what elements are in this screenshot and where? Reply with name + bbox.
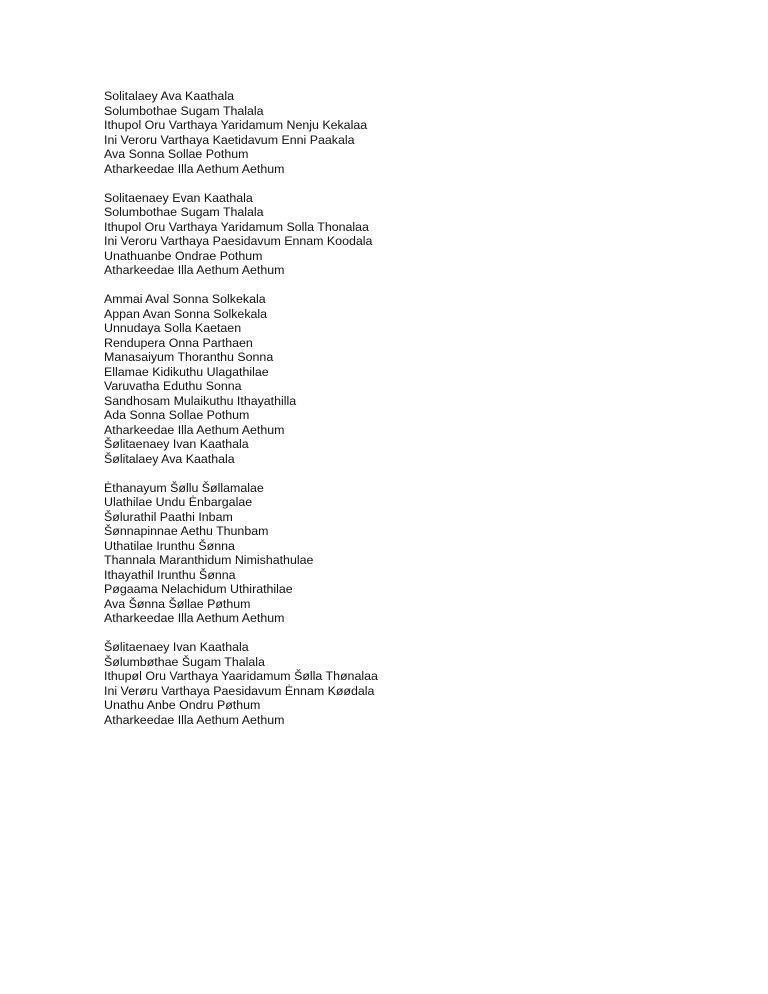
lyric-line: Sandhosam Mulaikuthu Ithayathilla [104, 393, 297, 408]
lyric-line: Varuvatha Eduthu Sonna [104, 379, 242, 393]
lyric-line: Šølumbøthae Šugam Thalala [104, 654, 265, 669]
stanza [104, 481, 724, 626]
lyric-line: Ammai Aval Sonna Solkekala [104, 292, 266, 306]
lyric-line: Manasaiyum Thoranthu Sonna [104, 350, 274, 364]
stanza [104, 89, 724, 176]
lyric-line: Solumbothae Sugam Thalala [104, 103, 264, 118]
lyric-line: Atharkeedae Illa Aethum Aethum [104, 712, 285, 727]
lyric-line: Ėthanayum Šøllu Šøllamalae [104, 480, 264, 495]
lyric-line: Unathu Anbe Ondru Pøthum [104, 698, 261, 712]
lyric-line: Šønnapinnae Aethu Thunbam [104, 524, 269, 538]
lyric-line: Ithupol Oru Varthaya Yaridamum Solla Thonalaa [104, 219, 369, 234]
lyric-line: Šølitaenaey Ivan Kaathala [104, 437, 249, 451]
lyric-line: Šølitalaey Ava Kaathala [104, 451, 235, 466]
lyric-line: Atharkeedae Illa Aethum Aethum [104, 611, 285, 625]
lyric-line: Unathuanbe Ondrae Pothum [104, 248, 263, 263]
lyric-line: Ithupol Oru Varthaya Yaridamum Nenju Kekalaa [104, 118, 368, 132]
lyric-line: Solitaenaey Evan Kaathala [104, 190, 253, 205]
stanza [104, 640, 724, 727]
lyric-line: Solumbothae Sugam Thalala [104, 205, 264, 219]
stanza [104, 191, 724, 278]
lyric-line: Ithupøl Oru Varthaya Yaaridamum Šølla Thønalaa [104, 669, 378, 683]
lyric-line: Solitalaey Ava Kaathala [104, 89, 234, 103]
lyric-line: Thannala Maranthidum Nimishathulae [104, 553, 314, 567]
lyric-line: Ava Šønna Šøllae Pøthum [104, 596, 251, 611]
lyric-line: Ada Sonna Sollae Pothum [104, 408, 250, 422]
lyric-line: Appan Avan Sonna Solkekala [104, 306, 268, 321]
lyrics-body [104, 89, 724, 742]
lyric-line: Ellamae Kidikuthu Ulagathilae [104, 364, 269, 379]
lyric-line: Ava Sonna Sollae Pothum [104, 147, 249, 161]
lyric-line: Ini Veroru Varthaya Paesidavum Ennam Koodala [104, 234, 373, 248]
lyric-line: Ithayathil Irunthu Šønna [104, 567, 236, 582]
stanza [104, 292, 724, 466]
lyric-line: Atharkeedae Illa Aethum Aethum [104, 422, 285, 437]
lyric-line: Uthatilae Irunthu Šønna [104, 538, 235, 553]
lyric-line: Ini Veroru Varthaya Kaetidavum Enni Paakala [104, 132, 355, 147]
lyric-line: Šølurathil Paathi Inbam [104, 509, 233, 524]
lyric-line: Ulathilae Undu Ėnbargalae [104, 495, 253, 509]
lyric-line: Pøgaama Nelachidum Uthirathilae [104, 582, 293, 596]
lyric-line: Atharkeedae Illa Aethum Aethum [104, 161, 285, 176]
lyric-line: Ini Verøru Varthaya Paesidavum Ėnnam Køødala [104, 683, 375, 698]
lyric-line: Unnudaya Solla Kaetaen [104, 321, 242, 335]
lyric-line: Atharkeedae Illa Aethum Aethum [104, 263, 285, 277]
lyric-line: Rendupera Onna Parthaen [104, 335, 253, 350]
lyric-line: Šølitaenaey Ivan Kaathala [104, 640, 249, 654]
